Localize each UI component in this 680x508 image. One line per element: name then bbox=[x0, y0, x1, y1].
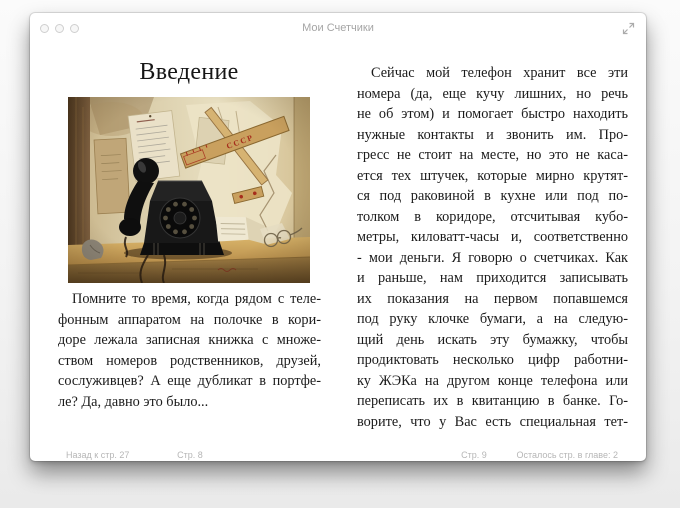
pages-remaining-label: Осталось стр. в главе: 2 bbox=[516, 450, 618, 460]
text-line: и раньше, нам приходится записывать bbox=[357, 270, 628, 286]
window-title: Мои Счетчики bbox=[302, 22, 374, 34]
vintage-telephone-illustration bbox=[68, 97, 310, 283]
text-line: их показания на первом попавшемся bbox=[357, 290, 628, 307]
text-line: Сейчас мой телефон хранит все эти bbox=[371, 65, 628, 81]
text-line: номера (да, еще кучу лишних, но речь bbox=[357, 85, 628, 102]
text-line: ется тех штучек, которые мирно крутят- bbox=[357, 167, 628, 184]
right-page-number: Стр. 9 bbox=[461, 450, 487, 460]
text-line: Помните то время, когда рядом с теле- bbox=[72, 291, 321, 307]
text-line: ся под раковиной в кухне или под по- bbox=[357, 188, 628, 204]
back-to-page-link[interactable]: Назад к стр. 27 bbox=[66, 450, 130, 460]
text-line: продиктовать несколько цифр работни- bbox=[357, 352, 628, 368]
text-line: ством номеров родственников, друзей, bbox=[58, 352, 321, 369]
text-line: не об этом) и помогает быстро находить bbox=[357, 106, 628, 122]
text-line: переписать их в квитанцию в банке. Го- bbox=[357, 393, 628, 409]
chapter-heading: Введение bbox=[139, 59, 239, 85]
text-line: метры, киловатт-часы и, соответственно bbox=[357, 229, 628, 245]
right-page-paragraph bbox=[357, 63, 628, 432]
text-line: ворите, что у Вас есть специальная тет- bbox=[357, 413, 628, 430]
text-line: ку ЖЭКа на другом конце телефона или bbox=[357, 372, 628, 389]
text-line: сослуживцев? А еще дубликат в портфе- bbox=[58, 373, 321, 389]
text-line: нужные контакты и звонить им. Про- bbox=[357, 126, 628, 143]
text-line: щий день искать эту бумажку, чтобы bbox=[357, 331, 628, 348]
text-line: толком в коридоре, отсчитывая кубо- bbox=[357, 208, 628, 225]
text-line: доре лежала записная книжка с множе- bbox=[58, 332, 321, 348]
reader-footer bbox=[30, 450, 646, 466]
text-line: фонным аппаратом на полочке в кори- bbox=[58, 311, 321, 328]
left-page-paragraph bbox=[58, 289, 321, 412]
text-line: - мои деньги. Я говорю о счетчиках. Как bbox=[357, 249, 628, 266]
fullscreen-icon[interactable] bbox=[622, 22, 635, 35]
text-line: ле? Да, давно это было... bbox=[58, 393, 209, 410]
window-titlebar bbox=[30, 13, 646, 45]
text-line: гресс не стоит на месте, но это не каса- bbox=[357, 147, 628, 163]
text-line: под руку клочке бумаги, а на следую- bbox=[357, 311, 628, 327]
left-page-number: Стр. 8 bbox=[177, 450, 203, 460]
ibooks-window bbox=[30, 13, 646, 461]
